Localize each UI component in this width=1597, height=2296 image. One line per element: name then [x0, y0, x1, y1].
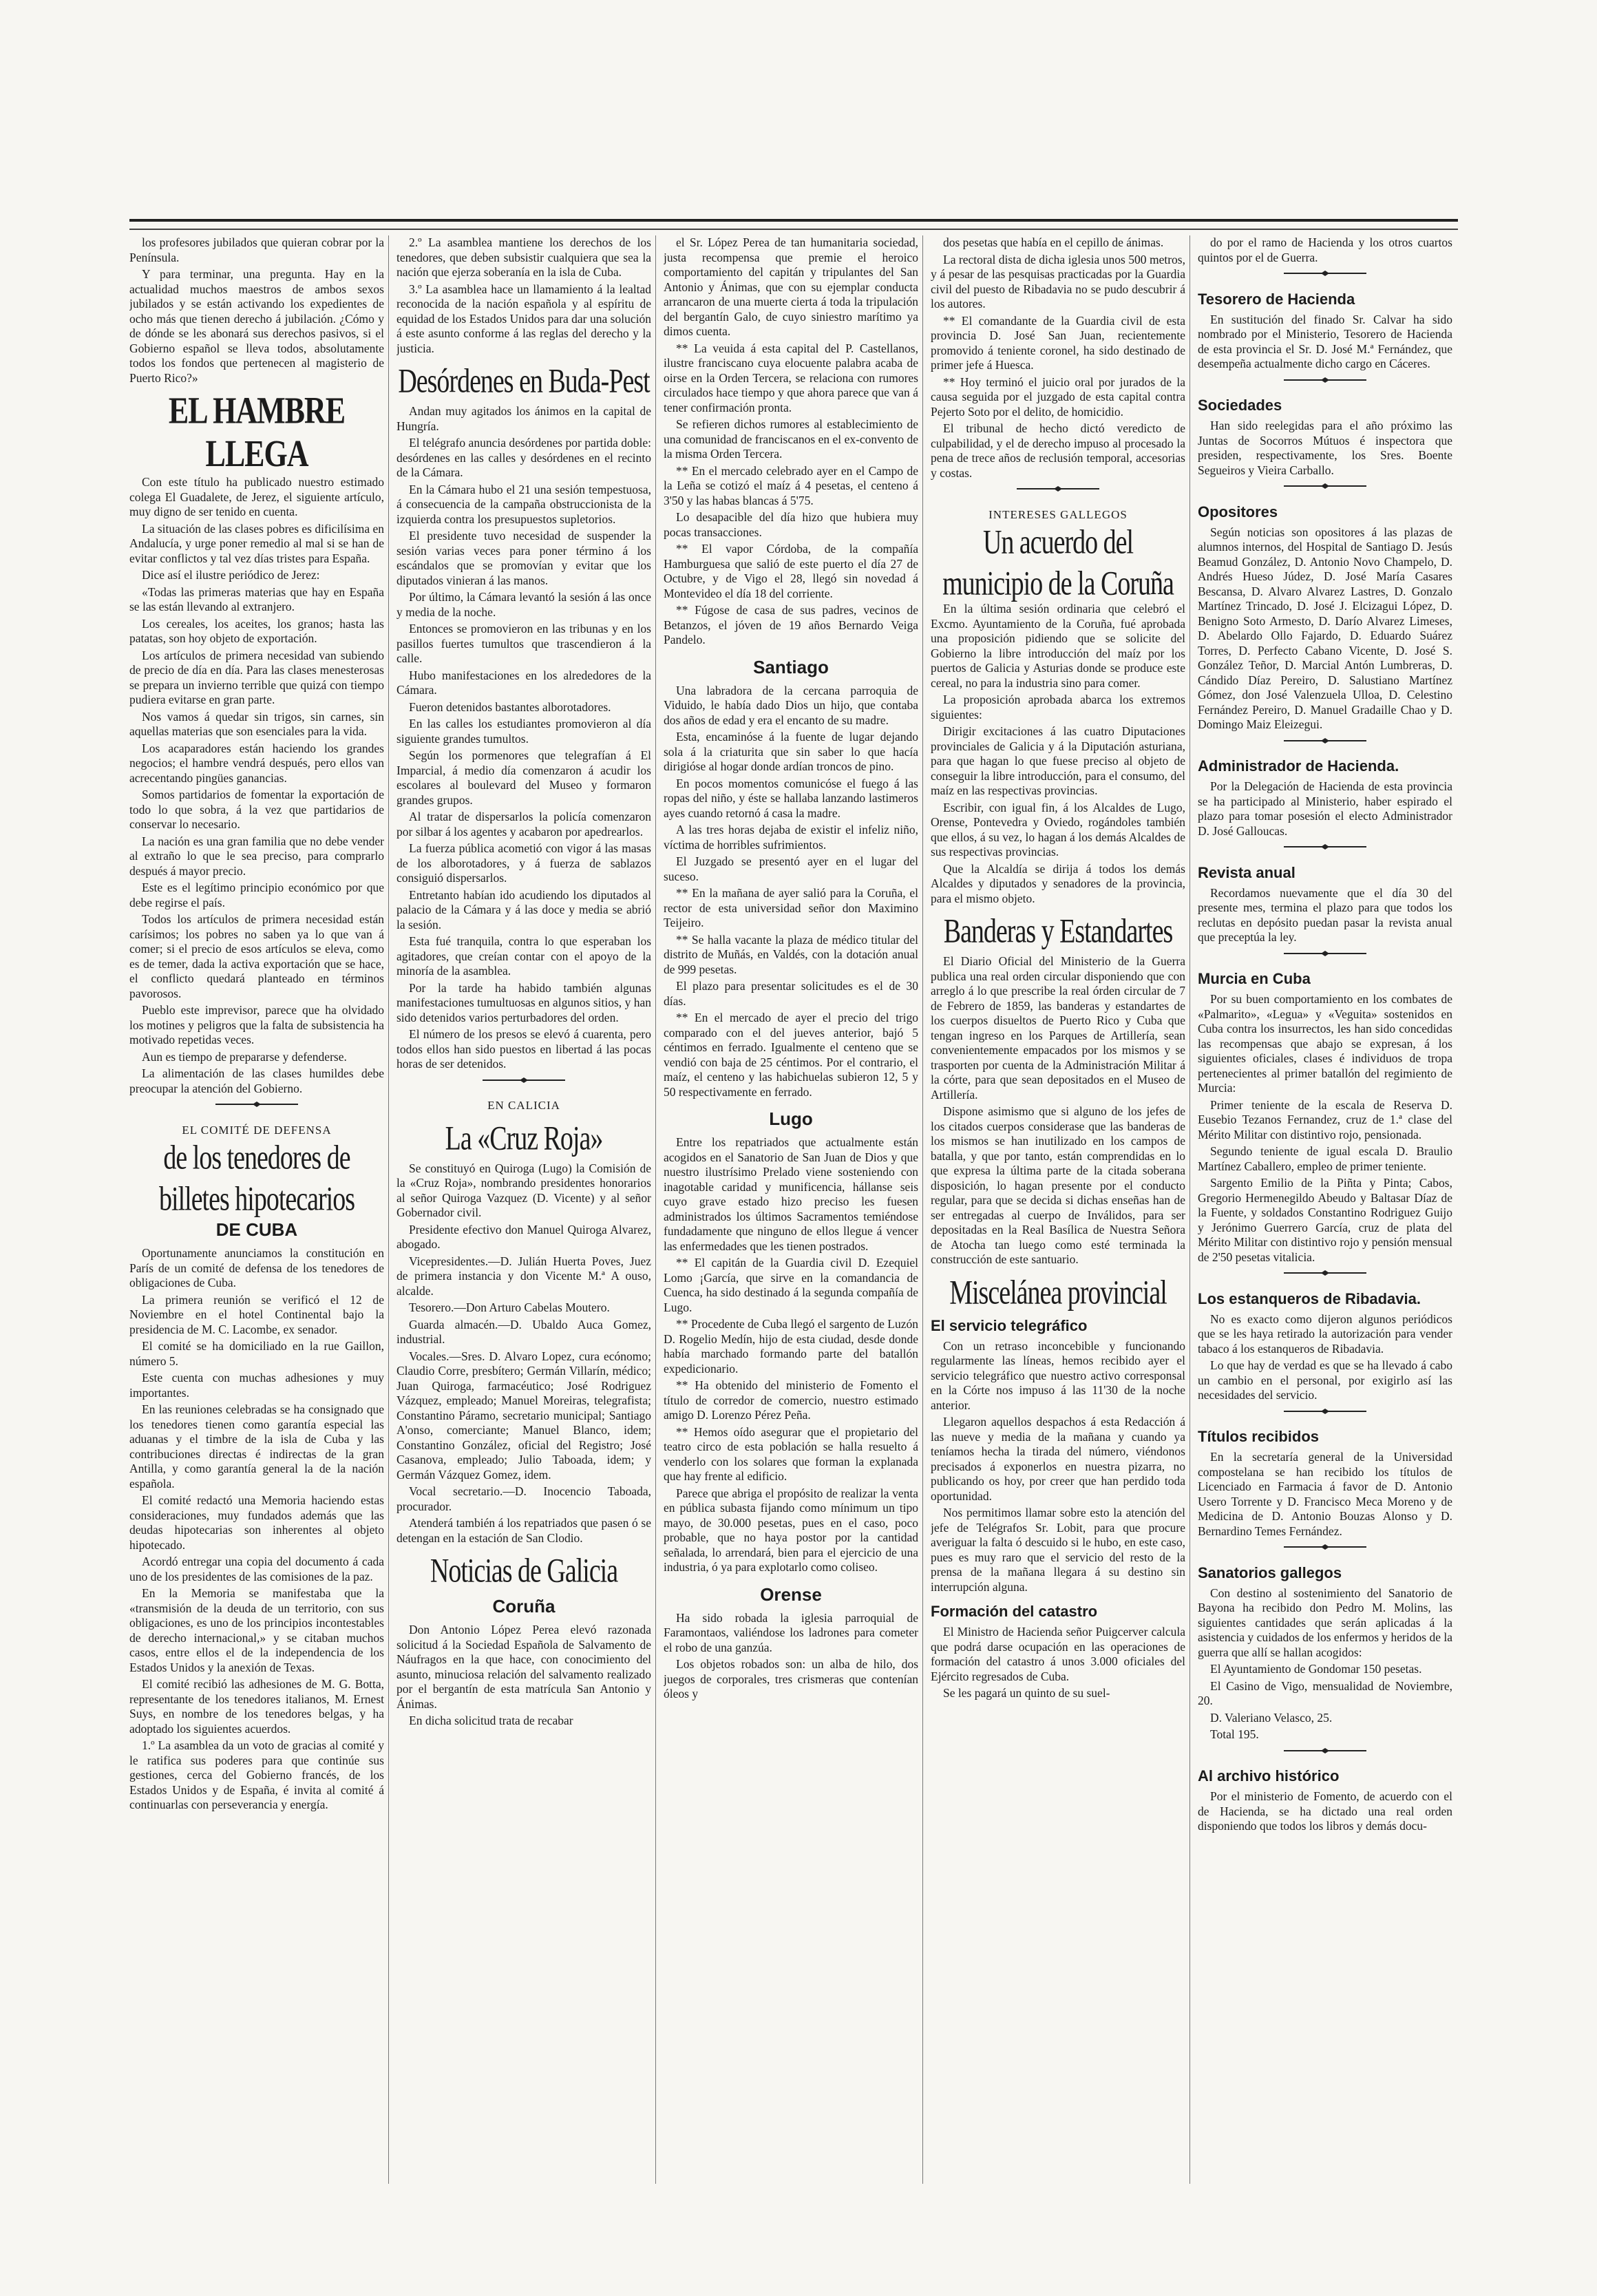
article-paragraph: Entonces se promovieron en las tribunas y en los pasillos fuertes tumultos que trascendieron á la calle. [396, 622, 651, 665]
column-rule [388, 235, 389, 2184]
article-paragraph: ** En la mañana de ayer salió para la Coruña, el rector de esta universidad señor don Maximino Teijeiro. [664, 886, 918, 929]
article-paragraph: «Todas las primeras materias que hay en España se las están llevando al extranjero. [129, 584, 384, 613]
article-headline: La «Cruz Roja» [445, 1119, 603, 1157]
article-paragraph: La nación es una gran familia que no debe vender al extraño lo que le sea preciso, para comprarlo después á mayor precio. [129, 834, 384, 878]
article-paragraph: Segundo teniente de igual escala D. Braulio Martínez Caballero, empleo de primer teniente. [1198, 1144, 1452, 1173]
article-paragraph: Este cuenta con muchas adhesiones y muy importantes. [129, 1371, 384, 1400]
article-paragraph: dos pesetas que había en el cepillo de ánimas. [943, 235, 1164, 249]
article-paragraph: Dispone asimismo que si alguno de los jefes de los citados cuerpos considerase que las banderas de los mismos se han inutilizado en los campos de batalla, y que por tanto, están comprendidas en lo que expresa la última parte de la citada soberana disposición, lo hagan presente por el conducto regular, para que se decida si dichas enseñas han de ser entregadas al cuerpo de Inválidos, para ser depositadas en la Real Basílica de Nuestra Señora de Atocha tan luego como esté terminada la construcción de este santuario. [931, 1104, 1185, 1266]
article-paragraph: La fuerza pública acometió con vigor á las masas de los alborotadores, y á fuerza de sablazos consiguió dispersarlos. [396, 841, 651, 885]
city-heading: Coruña [492, 1596, 556, 1616]
ornament-divider [1198, 841, 1452, 856]
article-paragraph: Vocales.—Sres. D. Alvaro Lopez, cura ecónomo; Claudio Corre, presbítero; Germán Villarín, médico; Juan Quiroga, farmacéutico; José Rodriguez Vázquez, empleado; Manuel Moreiras, telegrafista; Constantino Páramo, secretario municipal; Santiago A'onso, comerciante; Manuel Blanco, idem; Constantino González, oficial del Registro; José Casanova, empleado; Julio Taboada, idem; y Germán Vázquez Gomez, idem. [396, 1349, 651, 1482]
article-paragraph: Ha sido robada la iglesia parroquial de Faramontaos, valiéndose los ladrones para cometer el robo de una ganzúa. [664, 1610, 918, 1654]
section-kicker: EL COMITÉ DE DEFENSA [182, 1123, 332, 1137]
article-paragraph: Han sido reelegidas para el año próximo las Juntas de Socorros Mútuos é inspectora que presiden, respectivamente, los Sres. Boente Segueiros y Vieira Carballo. [1198, 419, 1452, 477]
column-rule [922, 235, 923, 2184]
article-paragraph: Esta, encaminóse á la fuente de lugar dejando sola á la criaturita que sin saber lo que hacía dirigióse al hogar donde ardían troncos de pino. [664, 730, 918, 773]
article-paragraph: Los cereales, los aceites, los granos; hasta las patatas, son hoy objeto de exportación. [129, 616, 384, 645]
article-headline: Noticias de Galicia [430, 1552, 618, 1590]
article-paragraph: Primer teniente de la escala de Reserva D. Eusebio Tezanos Fernandez, cruz de 1.ª clase del Mérito Militar con distintivo rojo, pensionada. [1198, 1097, 1452, 1141]
city-heading: Lugo [769, 1108, 813, 1129]
article-paragraph: Por su buen comportamiento en los combates de «Palmarito», «Legua» y «Veguita» sostenidos en Cuba contra los insurrectos, les han sido concedidas las recompensas que abajo se expresan, á los siguientes oficiales, clases é individuos de tropa pertenecientes al primer batallón del regimiento de Murcia: [1198, 992, 1452, 1095]
article-paragraph: 2.º La asamblea mantiene los derechos de los tenedores, que deben subsistir cualquiera que sea la nación que ejerza soberanía en la isla de Cuba. [396, 235, 651, 279]
section-kicker: INTERESES GALLEGOS [988, 507, 1128, 521]
ornament-divider [129, 1098, 384, 1113]
article-paragraph: Pueblo este imprevisor, parece que ha olvidado los motines y peligros que la falta de subsistencia ha motivado repetidas veces. [129, 1003, 384, 1046]
ornament-divider [1198, 374, 1452, 389]
article-paragraph: ** Fúgose de casa de sus padres, vecinos de Betanzos, el jóven de 19 años Bernardo Veiga Pandelo. [664, 603, 918, 646]
article-paragraph: En las calles los estudiantes promovieron al día siguiente grandes tumultos. [396, 717, 651, 746]
article-paragraph: En sustitución del finado Sr. Calvar ha sido nombrado por el Ministerio, Tesorero de Hacienda de esta provincia el Sr. D. José M.ª Fernández, que desempeña actualmente dicho cargo en Cáceres. [1198, 312, 1452, 370]
article-paragraph: Los artículos de primera necesidad van subiendo de precio de día en día. Para las clases menesterosas se prepara un invierno terrible que quizá con tiempo pudiera evitarse en gran parte. [129, 648, 384, 706]
article-paragraph: Presidente efectivo don Manuel Quiroga Alvarez, abogado. [396, 1222, 651, 1251]
article-paragraph: 1.º La asamblea da un voto de gracias al comité y le ratifica sus poderes para que continúe sus gestiones, cerca del Gobierno francés, de los Estados Unidos y de España, é invita al comité á continuarlas con perseverancia y energía. [129, 1738, 384, 1811]
article-paragraph: El Ministro de Hacienda señor Puigcerver calcula que podrá darse ocupación en las operaciones de formación del catastro á unos 3.000 oficiales del Ejército regresados de Cuba. [931, 1625, 1185, 1683]
article-paragraph: Andan muy agitados los ánimos en la capital de Hungría. [396, 404, 651, 433]
article-paragraph: D. Valeriano Velasco, 25. [1210, 1710, 1333, 1725]
article-paragraph: Al tratar de dispersarlos la policía comenzaron por silbar á los agentes y acabaron por apedrearlos. [396, 810, 651, 839]
column-rule [1189, 235, 1190, 2184]
article-paragraph: Recordamos nuevamente que el día 30 del presente mes, termina el plazo para que todos los reclutas en depósito puedan pasar la revista anual que preceptúa la ley. [1198, 885, 1452, 944]
news-heading: Títulos recibidos [1198, 1428, 1320, 1445]
article-paragraph: Una labradora de la cercana parroquia de Viduido, le había dado Dios un hijo, que contaba dos años de edad y era el encanto de su madre. [664, 683, 918, 727]
article-paragraph: La rectoral dista de dicha iglesia unos 500 metros, y á pesar de las pesquisas practicadas por la Guardia civil del puesto de Ribadavia no se pudo descubrir á los autores. [931, 252, 1185, 310]
article-paragraph: Llegaron aquellos despachos á esta Redacción á las nueve y media de la mañana y cuando ya teníamos hecha la tirada del número, viéndonos precisados á exponerlos en nuestra pizarra, no publicando os hoy, por creer que han perdido toda oportunidad. [931, 1415, 1185, 1503]
article-paragraph: Esta fué tranquila, contra lo que esperaban los agitadores, que creían contar con el apoyo de la minoría de la asamblea. [396, 934, 651, 978]
article-paragraph: En la secretaría general de la Universidad compostelana se han recibido los títulos de Licenciado en Farmacia á favor de D. Antonio Usero Torrente y D. Francisco Meca Moreno y de Medicina de D. Antonio Bouzas Alonso y D. Bernardino Temes Fernández. [1198, 1450, 1452, 1538]
ornament-divider [931, 483, 1185, 498]
article-headline: Banderas y Estandartes [943, 912, 1173, 951]
article-paragraph: los profesores jubilados que quieran cobrar por la Península. [129, 235, 384, 264]
article-paragraph: Por último, la Cámara levantó la sesión á las once y media de la noche. [396, 590, 651, 619]
article-paragraph: Nos vamos á quedar sin trigos, sin carnes, sin aquellas materias que son esenciales para la vida. [129, 709, 384, 738]
article-paragraph: ** El vapor Córdoba, de la compañía Hamburguesa que salió de este puerto el día 27 de Octubre, y de Vigo el 28, llegó sin novedad á Montevideo el día 18 del corriente. [664, 542, 918, 600]
article-paragraph: No es exacto como dijeron algunos periódicos que se les haya retirado la autorización para vender tabaco á los estanqueros de Ribadavia. [1198, 1312, 1452, 1356]
article-paragraph: Los acaparadores están haciendo los grandes negocios; el hambre vendrá después, pero ellos van acrecentando pingües ganancias. [129, 741, 384, 785]
column-rule [655, 235, 656, 2184]
article-paragraph: En pocos momentos comunicóse el fuego á las ropas del niño, y éste se hallaba lanzando lastimeros ayes cuando retornó á casa la madre. [664, 776, 918, 820]
article-paragraph: A las tres horas dejaba de existir el infeliz niño, víctima de horribles sufrimientos. [664, 823, 918, 852]
city-heading: DE CUBA [215, 1219, 298, 1240]
article-paragraph: Sargento Emilio de la Piñta y Pinta; Cabos, Gregorio Hermenegildo Abeudo y Baltasar Díaz de la Fuente, y soldados Constantino Rodriguez Guijo y Jerónimo Guerrero García, cruz de plata del Mérito Militar con distintivo rojo y pensión mensual de 2'50 pesetas vitalicia. [1198, 1176, 1452, 1264]
article-paragraph: ** Hemos oído asegurar que el propietario del teatro circo de esta población se halla resuelto á venderlo con los solares que forman la explanada que hay frente al edificio. [664, 1424, 918, 1483]
article-paragraph: Se les pagará un quinto de su suel- [943, 1686, 1110, 1700]
article-paragraph: Con destino al sostenimiento del Sanatorio de Bayona ha recibido don Pedro M. Molins, las siguientes cantidades que serán aplicadas á la asistencia y cuidados de los enfermos y heridos de la guerra que allí se hallan acogidos: [1198, 1586, 1452, 1659]
city-heading: Orense [760, 1583, 822, 1605]
ornament-divider [1198, 735, 1452, 750]
article-headline: Desórdenes en Buda-Pest [398, 362, 650, 401]
article-paragraph: El Juzgado se presentó ayer en el lugar del suceso. [664, 854, 918, 883]
article-paragraph: Según noticias son opositores á las plazas de alumnos internos, del Hospital de Santiago D. Jesús Beamud González, D. Antonio Novo Champelo, D. Andrés Hueso Júdez, D. José María Casares Bescansa, D. Alvaro Alvarez Lastres, D. Gonzalo Martínez Trincado, D. José J. Elcizagui López, D. Benigno Soto Armesto, D. Darío Alvarez Limeses, D. Abelardo Ollo Fajardo, D. Eduardo Suárez Torres, D. Perfecto Cabano Vicente, D. José S. González Teñor, D. Marcial Antón Lumbreras, D. Cándido Díaz Pereiro, D. Salustiano Martínez Gómez, don José Valenzuela Ulloa, D. Celestino Fernández Pereiro, D. Manuel Gradaille Chao y D. Domingo Maiz Eleizegui. [1198, 525, 1452, 731]
column-5 [1198, 235, 1452, 2184]
article-paragraph: Lo desapacible del día hizo que hubiera muy pocas transacciones. [664, 510, 918, 539]
ornament-divider [1198, 267, 1452, 282]
article-paragraph: Escribir, con igual fin, á los Alcaldes de Lugo, Orense, Pontevedra y Oviedo, rogándoles también que ellos, á su vez, lo hagan á los demás Alcaldes de sus respectivas provincias. [931, 800, 1185, 859]
ornament-divider [1198, 1541, 1452, 1556]
ornament-divider [1198, 1745, 1452, 1760]
article-paragraph: Por la Delegación de Hacienda de esta provincia se ha participado al Ministerio, haber espirado el plazo para tomar posesión el electo Administrador D. José Galloucas. [1198, 779, 1452, 838]
section-headline: EL HAMBRE LLEGA [168, 389, 346, 475]
article-paragraph: Se refieren dichos rumores al establecimiento de una comunidad de franciscanos en el ex-convento de la misma Orden Tercera. [664, 417, 918, 461]
article-paragraph: La alimentación de las clases humildes debe preocupar la atención del Gobierno. [129, 1066, 384, 1095]
article-paragraph: En las reuniones celebradas se ha consignado que los tenedores tienen como garantía especial las aduanas y el timbre de la isla de Cuba y las contribuciones directas é indirectas de la gran Antilla, y como garantía general la de la nación española. [129, 1402, 384, 1491]
news-heading: Formación del catastro [931, 1603, 1098, 1620]
article-paragraph: Según los pormenores que telegrafían á El Imparcial, á medio día comenzaron á acudir los escolares al boulevard del Museo y formaron grandes grupos. [396, 748, 651, 807]
article-paragraph: El telégrafo anuncia desórdenes por partida doble: desórdenes en las calles y desórdenes en el recinto de la Cámara. [396, 436, 651, 479]
article-paragraph: Con un retraso inconcebible y funcionando regularmente las líneas, hemos recibido ayer el servicio telegráfico que nuestro activo corresponsal en la Córte nos impuso á las 11'30 de la noche anterior. [931, 1338, 1185, 1412]
article-paragraph: ** En el mercado celebrado ayer en el Campo de la Leña se cotizó el maíz á 4 pesetas, el centeno á 3'50 y las habas blancas á 5'75. [664, 463, 918, 507]
top-rule [129, 219, 1458, 230]
article-paragraph: ** El comandante de la Guardia civil de esta provincia D. José San Juan, recientemente promovido á teniente coronel, ha sido destinado de primer jefe á Huesca. [931, 313, 1185, 372]
article-paragraph: ** Ha obtenido del ministerio de Fomento el título de corredor de comercio, nuestro estimado amigo D. Lorenzo Pérez Peña. [664, 1378, 918, 1422]
article-headline: Miscelánea provincial [949, 1274, 1167, 1312]
column-1 [129, 235, 384, 2184]
column-4 [931, 235, 1185, 2184]
article-paragraph: el Sr. López Perea de tan humanitaria sociedad, justa recompensa que premie el heroico comportamiento del capitán y tripulantes del San Antonio y Ánimas, que con su ejemplar conducta arrancaron de una muerte cierta á toda la tripulación del bergantín Galo, de cuyo siniestro marítimo ya dimos cuenta. [664, 235, 918, 338]
article-paragraph: Somos partidarios de fomentar la exportación de todo lo que sobra, á la vez que partidarios de conservar lo necesario. [129, 788, 384, 831]
article-paragraph: Don Antonio López Perea elevó razonada solicitud á la Sociedad Española de Salvamento de Náufragos en la que hace, con conocimiento del asunto, minuciosa relación del salvamento realizado por el bergantín de esta matrícula San Antonio y Ánimas. [396, 1623, 651, 1711]
ornament-divider [1198, 480, 1452, 495]
article-paragraph: Acordó entregar una copia del documento á cada uno de los presidentes de las comisiones de la paz. [129, 1555, 384, 1583]
news-heading: Revista anual [1198, 863, 1295, 881]
article-paragraph: El Casino de Vigo, mensualidad de Noviembre, 20. [1198, 1678, 1452, 1707]
article-paragraph: Oportunamente anunciamos la constitución en París de un comité de defensa de los tenedores de obligaciones de Cuba. [129, 1246, 384, 1289]
ornament-divider [1198, 1405, 1452, 1420]
article-paragraph: Que la Alcaldía se dirija á todos los demás Alcaldes y diputados y senadores de la provincia, para el mismo objeto. [931, 861, 1185, 905]
news-heading: Al archivo histórico [1198, 1767, 1340, 1784]
ornament-divider [1198, 1267, 1452, 1282]
column-3 [664, 235, 918, 2184]
article-paragraph: Fueron detenidos bastantes alborotadores. [409, 699, 611, 714]
column-2 [396, 235, 651, 2184]
article-paragraph: Atenderá también á los repatriados que pasen ó se detengan en la estación de San Clodio. [396, 1516, 651, 1545]
article-paragraph: Total 195. [1210, 1727, 1259, 1741]
article-paragraph: ** Se halla vacante la plaza de médico titular del distrito de Muñás, en Valdés, con la dotación anual de 999 pesetas. [664, 932, 918, 976]
article-paragraph: ** La veuida á esta capital del P. Castellanos, ilustre franciscano cuya elocuente palabra acaba de oirse en la Orden Tercera, se relaciona con rumores circulados hace tiempo y que ahora parece que van á tener confirmación pronta. [664, 341, 918, 414]
article-paragraph: El comité recibió las adhesiones de M. G. Botta, representante de los tenedores italianos, M. Ernest Suys, en nombre de los tenedores belgas, y ha adoptado los siguientes acuerdos. [129, 1677, 384, 1736]
article-paragraph: En la última sesión ordinaria que celebró el Excmo. Ayuntamiento de la Coruña, fué aprobada una proposición pidiendo que se solicite del Gobierno la libre introducción del maíz por los puertos de Galicia y Asturias donde se produce este cereal, no para la industria sino para comer. [931, 602, 1185, 690]
article-paragraph: Se constituyó en Quiroga (Lugo) la Comisión de la «Cruz Roja», nombrando presidentes honorarios al señor Quiroga Vazquez (D. Vicente) y al señor Gobernador civil. [396, 1161, 651, 1219]
article-paragraph: La proposición aprobada abarca los extremos siguientes: [931, 693, 1185, 722]
news-heading: Sanatorios gallegos [1198, 1563, 1342, 1581]
news-heading: Tesorero de Hacienda [1198, 290, 1355, 308]
article-paragraph: En la Memoria se manifestaba que la «transmisión de la deuda de un territorio, con sus obligaciones, es uno de los principios incontestables de derecho internacional,» y se citaban muchos casos, entre ellos el de la independencia de los Estados Unidos y la anexión de Texas. [129, 1586, 384, 1674]
article-paragraph: El Diario Oficial del Ministerio de la Guerra publica una real orden circular disponiendo que con arreglo á lo que prescribe la real órden circular de 7 de Febrero de 1859, las banderas y estandartes de los cuerpos disueltos de Puerto Rico y Cuba que tengan ingreso en los Parques de Artillería, sean convenientemente empacados por los mismos y se trasporten por cuenta de la Administración Militar á la córte, para que sean depositados en el Museo de Artillería. [931, 954, 1185, 1102]
article-paragraph: Lo que hay de verdad es que se ha llevado á cabo un cambio en el personal, por exigirlo así las necesidades del servicio. [1198, 1358, 1452, 1402]
article-paragraph: ** Procedente de Cuba llegó el sargento de Luzón D. Rogelio Medín, hijo de esta ciudad, desde donde había marchado formando parte del batallón expedicionario. [664, 1317, 918, 1376]
article-headline: de los tenedores de billetes hipotecarios [159, 1139, 355, 1219]
news-heading: El servicio telegráfico [931, 1316, 1088, 1334]
ornament-divider [1198, 947, 1452, 962]
article-paragraph: Aun es tiempo de prepararse y defenderse. [142, 1049, 347, 1064]
article-paragraph: Hubo manifestaciones en los alrededores de la Cámara. [396, 668, 651, 697]
article-paragraph: Este es el legítimo principio económico por que debe regirse el país. [129, 881, 384, 909]
article-paragraph: El comité se ha domiciliado en la rue Gaillon, número 5. [129, 1339, 384, 1368]
article-paragraph: El Ayuntamiento de Gondomar 150 pesetas. [1210, 1662, 1422, 1676]
city-heading: Santiago [753, 656, 829, 677]
article-paragraph: Tesorero.—Don Arturo Cabelas Moutero. [409, 1300, 610, 1314]
article-paragraph: Entretanto habían ido acudiendo los diputados al palacio de la Cámara y á las doce y media se abrió la sesión. [396, 887, 651, 931]
article-paragraph: Parece que abriga el propósito de realizar la venta en pública subasta fijando como mínimum un tipo mayo, de 30.000 pesetas, pues en el caso, poco probable, que no haya postor por la cantidad señalada, lo arrendará, bien para el ejercicio de una industria, ó ya para explotarlo como coliseo. [664, 1486, 918, 1574]
article-paragraph: Entre los repatriados que actualmente están acogidos en el Sanatorio de San Juan de Dios y que nuestro ilustrísimo Prelado viene sosteniendo con inagotable caridad y munificencia, hállanse seis cuyo grave estado hizo preciso les fuesen administrados los últimos Sacramentos temiéndose fundadamente que ninguno de ellos llegue á vencer las enfermedades que les tienen postrados. [664, 1135, 918, 1253]
article-paragraph: Vicepresidentes.—D. Julián Huerta Poves, Juez de primera instancia y don Vicente M.ª A ouso, alcalde. [396, 1254, 651, 1298]
article-paragraph: El número de los presos se elevó á cuarenta, pero todos ellos han sido puestos en libertad á las pocas horas de ser detenidos. [396, 1027, 651, 1071]
article-paragraph: ** Hoy terminó el juicio oral por jurados de la causa seguida por el juzgado de esta capital contra Pejerto Soto por el delito, de homicidio. [931, 375, 1185, 419]
news-heading: Murcia en Cuba [1198, 970, 1311, 987]
ornament-divider [396, 1074, 651, 1089]
newspaper-page [129, 219, 1458, 2195]
article-paragraph: ** El capitán de la Guardia civil D. Ezequiel Lomo ¡García, que sirve en la comandancia de Cuenca, ha sido destinado á la segunda compañía de Lugo. [664, 1256, 918, 1314]
news-heading: Los estanqueros de Ribadavia. [1198, 1289, 1421, 1307]
news-heading: Administrador de Hacienda. [1198, 757, 1399, 775]
section-kicker: EN CALICIA [487, 1099, 560, 1112]
article-paragraph: Por el ministerio de Fomento, de acuerdo con el de Hacienda, se ha dictado una real orden disponiendo que todos los libros y demás docu- [1198, 1789, 1452, 1833]
article-paragraph: Los objetos robados son: un alba de hilo, dos juegos de corporales, tres crismeras que contenían óleos y [664, 1657, 918, 1700]
article-paragraph: 3.º La asamblea hace un llamamiento á la lealtad reconocida de la nación española y al espíritu de equidad de los Estados Unidos para dar una solución á este asunto conforme á las reglas del derecho y la justicia. [396, 282, 651, 355]
article-paragraph: Por la tarde ha habido también algunas manifestaciones tumultuosas en algunos sitios, y han sido detenidos varios perturbadores del orden. [396, 980, 651, 1024]
article-paragraph: Nos permitimos llamar sobre esto la atención del jefe de Telégrafos Sr. Lobit, para que procure averiguar la falta ó descuido si le hubo, en este caso, pues es muy raro que el servicio del resto de la prensa de la mañana llegara á su destino sin interrupción alguna. [931, 1506, 1185, 1594]
article-paragraph: Y para terminar, una pregunta. Hay en la actualidad muchos maestros de ambos sexos jubilados y se están activando los expedientes de ocho más que tienen derecho á jubilación. ¿Cómo y de dónde se les abonará sus derechos pasivos, si el Gobierno español se lleva todos, absolutamente todos los fondos que pertenecen al magisterio de Puerto Rico?» [129, 267, 384, 385]
news-heading: Sociedades [1198, 397, 1282, 414]
article-paragraph: ** En el mercado de ayer el precio del trigo comparado con el del jueves anterior, bajó 5 céntimos en ferrado. Igualmente el centeno que se vendió con baja de 25 céntimos. Por el contrario, el maíz, el centeno y las habichuelas subieron 12, 5 y 50 respectivamente en ferrado. [664, 1011, 918, 1099]
article-paragraph: El plazo para presentar solicitudes es el de 30 días. [664, 979, 918, 1008]
article-paragraph: do por el ramo de Hacienda y los otros cuartos quintos por el de Guerra. [1198, 235, 1452, 264]
article-paragraph: Dirigir excitaciones á las cuatro Diputaciones provinciales de Galicia y á la Diputación asturiana, para que hagan lo que fuese preciso al objeto de conseguir la libre introducción, para el consumo, del maíz en las respectivas provincias. [931, 724, 1185, 797]
article-paragraph: Vocal secretario.—D. Inocencio Taboada, procurador. [396, 1484, 651, 1513]
article-paragraph: En la Cámara hubo el 21 una sesión tempestuosa, á consecuencia de la campaña obstruccionista de la izquierda contra los presupuestos supletorios. [396, 482, 651, 526]
article-paragraph: Con este título ha publicado nuestro estimado colega El Guadalete, de Jerez, el siguiente artículo, muy digno de ser tenido en cuenta. [129, 475, 384, 518]
article-headline: Un acuerdo del municipio de la Coruña [942, 523, 1174, 603]
article-paragraph: El presidente tuvo necesidad de suspender la sesión varias veces para poner término á los escándalos que se promovían y evitar que los diputados vinieran á las manos. [396, 529, 651, 587]
article-paragraph: El tribunal de hecho dictó veredicto de culpabilidad, y el de derecho impuso al procesado la pena de trece años de reclusión temporal, accesorias y costas. [931, 421, 1185, 480]
article-paragraph: La primera reunión se verificó el 12 de Noviembre en el hotel Continental bajo la presidencia de M. C. Lacombe, ex senador. [129, 1292, 384, 1336]
article-paragraph: Dice así el ilustre periódico de Jerez: [142, 568, 320, 582]
article-paragraph: Guarda almacén.—D. Ubaldo Auca Gomez, industrial. [396, 1317, 651, 1346]
article-paragraph: La situación de las clases pobres es dificilísima en Andalucía, y urge poner remedio al mal si se han de evitar conflictos y tal vez días tristes para España. [129, 521, 384, 565]
news-heading: Opositores [1198, 503, 1278, 520]
article-paragraph: El comité redactó una Memoria haciendo estas consideraciones, muy fundados además que las deudas hipotecarias son inherentes al objeto hipotecado. [129, 1493, 384, 1552]
article-paragraph: En dicha solicitud trata de recabar [409, 1714, 573, 1727]
article-paragraph: Todos los artículos de primera necesidad están carísimos; los pobres no saben ya lo que van á comer; si el precio de esos artículos se eleva, como es de temer, dada la activa exportación que se hace, el conflicto quedará planteado en términos pavorosos. [129, 912, 384, 1000]
